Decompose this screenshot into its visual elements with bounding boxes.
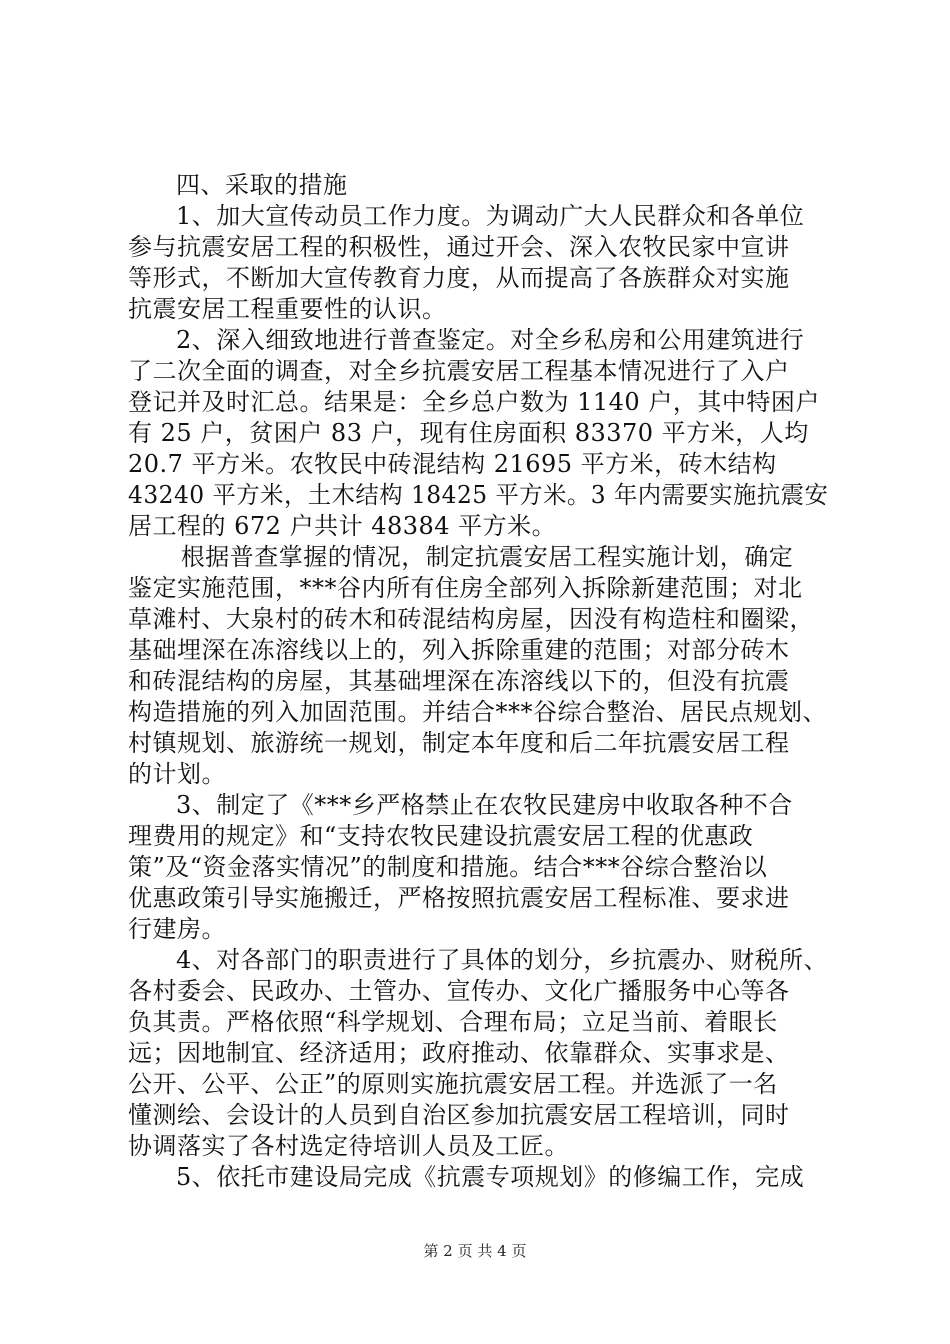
text-line: 抗震安居工程重要性的认识。: [128, 295, 447, 323]
text-line: 策”及“资金落实情况”的制度和措施。结合***谷综合整治以: [128, 853, 768, 881]
text-line: 20.7 平方米。农牧民中砖混结构 21695 平方米，砖木结构: [128, 450, 777, 478]
document-body: [128, 170, 828, 1193]
text-line: 了二次全面的调查，对全乡抗震安居工程基本情况进行了入户: [128, 357, 790, 385]
text-line: 参与抗震安居工程的积极性，通过开会、深入农牧民家中宣讲: [128, 233, 790, 261]
text-line: 鉴定实施范围，***谷内所有住房全部列入拆除新建范围；对北: [128, 574, 803, 602]
text-line: 草滩村、大泉村的砖木和砖混结构房屋，因没有构造柱和圈梁，: [128, 605, 814, 633]
text-line: 有 25 户，贫困户 83 户，现有住房面积 83370 平方米，人均: [128, 419, 809, 447]
text-line: 5、依托市建设局完成《抗震专项规划》的修编工作，完成: [176, 1163, 805, 1191]
text-line: 根据普查掌握的情况，制定抗震安居工程实施计划，确定: [180, 543, 794, 571]
text-line: 村镇规划、旅游统一规划，制定本年度和后二年抗震安居工程: [128, 729, 790, 757]
text-line: 4、对各部门的职责进行了具体的划分，乡抗震办、财税所、: [175, 946, 829, 974]
text-line: 43240 平方米，土木结构 18425 平方米。3 年内需要实施抗震安: [128, 481, 829, 509]
text-line: 公开、公平、公正”的原则实施抗震安居工程。并选派了一名: [128, 1070, 778, 1098]
text-line: 等形式，不断加大宣传教育力度，从而提高了各族群众对实施: [128, 264, 790, 292]
text-line: 各村委会、民政办、土管办、宣传办、文化广播服务中心等各: [128, 977, 790, 1005]
text-line: 行建房。: [128, 915, 226, 943]
text-line: 懂测绘、会设计的人员到自治区参加抗震安居工程培训，同时: [128, 1101, 790, 1129]
text-line: 负其责。严格依照“科学规划、合理布局；立足当前、着眼长: [128, 1008, 778, 1036]
text-line: 远；因地制宜、经济适用；政府推动、依靠群众、实事求是、: [128, 1039, 790, 1067]
text-line: 基础埋深在冻溶线以上的，列入拆除重建的范围；对部分砖木: [128, 636, 790, 664]
text-line: 和砖混结构的房屋，其基础埋深在冻溶线以下的，但没有抗震: [128, 667, 790, 695]
text-line: 2、深入细致地进行普查鉴定。对全乡私房和公用建筑进行: [176, 326, 805, 354]
page-footer: 第 2 页 共 4 页: [423, 1242, 527, 1260]
text-line: 登记并及时汇总。结果是：全乡总户数为 1140 户，其中特困户: [128, 388, 820, 416]
text-line: 居工程的 672 户共计 48384 平方米。: [128, 512, 557, 540]
text-line: 优惠政策引导实施搬迁，严格按照抗震安居工程标准、要求进: [128, 884, 790, 912]
text-line: 协调落实了各村选定待培训人员及工匠。: [128, 1132, 569, 1160]
text-line: 构造措施的列入加固范围。并结合***谷综合整治、居民点规划、: [128, 698, 827, 726]
text-line: 1、加大宣传动员工作力度。为调动广大人民群众和各单位: [176, 202, 805, 230]
text-line: 理费用的规定》和“支持农牧民建设抗震安居工程的优惠政: [128, 822, 754, 850]
text-line: 3、制定了《***乡严格禁止在农牧民建房中收取各种不合: [176, 791, 793, 819]
text-line: 的计划。: [128, 760, 226, 788]
text-line: 四、采取的措施: [176, 171, 348, 199]
